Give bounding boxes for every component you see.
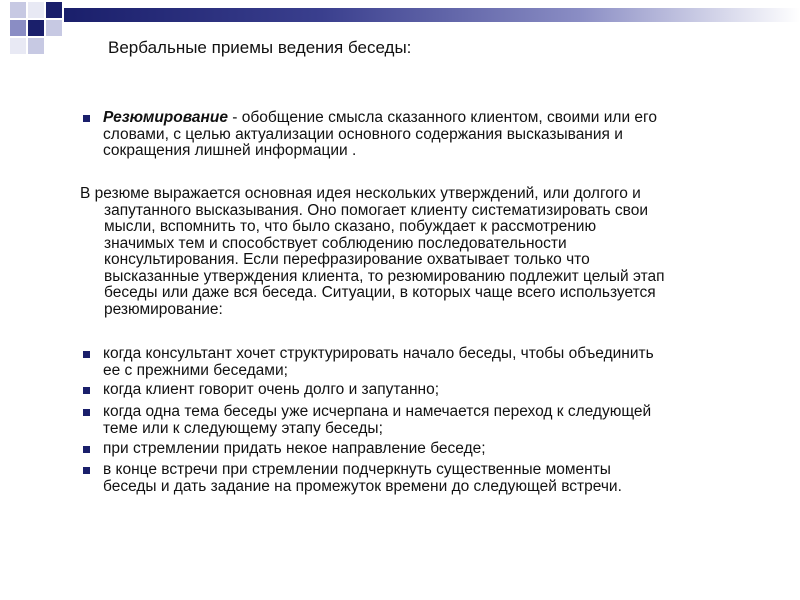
decor-square [46, 20, 62, 36]
decor-square [10, 38, 26, 54]
list-item-text: при стремлении придать некое направление беседе; [103, 440, 486, 457]
list-item-text: ее с прежними беседами; [103, 361, 288, 379]
list-item [80, 382, 760, 400]
list-item [80, 441, 760, 459]
paragraph-line: В резюме выражается основная идея нескольких утверждений, или долгого и [80, 185, 641, 202]
decor-square [10, 20, 26, 36]
square-bullet-icon [83, 387, 90, 394]
paragraph-line: высказанные утверждения клиента, то резюмированию подлежит целый этап [104, 267, 665, 285]
square-bullet-icon [83, 351, 90, 358]
description-paragraph [80, 186, 760, 318]
definition-text: словами, с целью актуализации основного содержания высказывания и [103, 125, 623, 143]
slide-title: Вербальные приемы ведения беседы: [108, 38, 412, 57]
paragraph-line: беседы или даже вся беседа. Ситуации, в которых чаще всего используется [104, 284, 656, 301]
definition-text: сокращения лишней информации . [103, 142, 357, 159]
list-item-text: когда одна тема беседы уже исчерпана и намечается переход к следующей [103, 403, 652, 420]
paragraph-line: значимых тем и способствует соблюдению последовательности [104, 234, 567, 252]
paragraph-line: консультирования. Если перефразирование охватывает только что [104, 251, 590, 268]
definition-text: - обобщение смысла сказанного клиентом, своими или его [227, 109, 657, 126]
paragraph-line: резюмирование: [104, 300, 223, 318]
decor-square [28, 2, 44, 18]
square-bullet-icon [83, 467, 90, 474]
square-bullet-icon [83, 409, 90, 416]
square-bullet-icon [83, 446, 90, 453]
decor-square [10, 2, 26, 18]
list-item-text: когда консультант хочет структурировать начало беседы, чтобы объединить [103, 345, 654, 362]
decor-square [46, 2, 62, 18]
list-item-text: теме или к следующему этапу беседы; [103, 419, 383, 437]
list-item-text: когда клиент говорит очень долго и запутанно; [103, 381, 439, 398]
decor-square [28, 20, 44, 36]
list-item [80, 346, 760, 380]
square-bullet-icon [83, 115, 90, 122]
definition-term: Резюмирование [103, 109, 228, 126]
list-item-text: беседы и дать задание на промежуток времени до следующей встречи. [103, 477, 622, 495]
header-band [64, 8, 800, 22]
decor-square [28, 38, 44, 54]
paragraph-line: запутанного высказывания. Оно помогает клиенту систематизировать свои [104, 201, 648, 219]
definition-item [80, 110, 760, 162]
list-item-text: в конце встречи при стремлении подчеркнуть существенные моменты [103, 461, 611, 478]
list-item [80, 462, 760, 496]
paragraph-line: мысли, вспомнить то, что было сказано, побуждает к рассмотрению [104, 218, 597, 235]
list-item [80, 404, 760, 438]
